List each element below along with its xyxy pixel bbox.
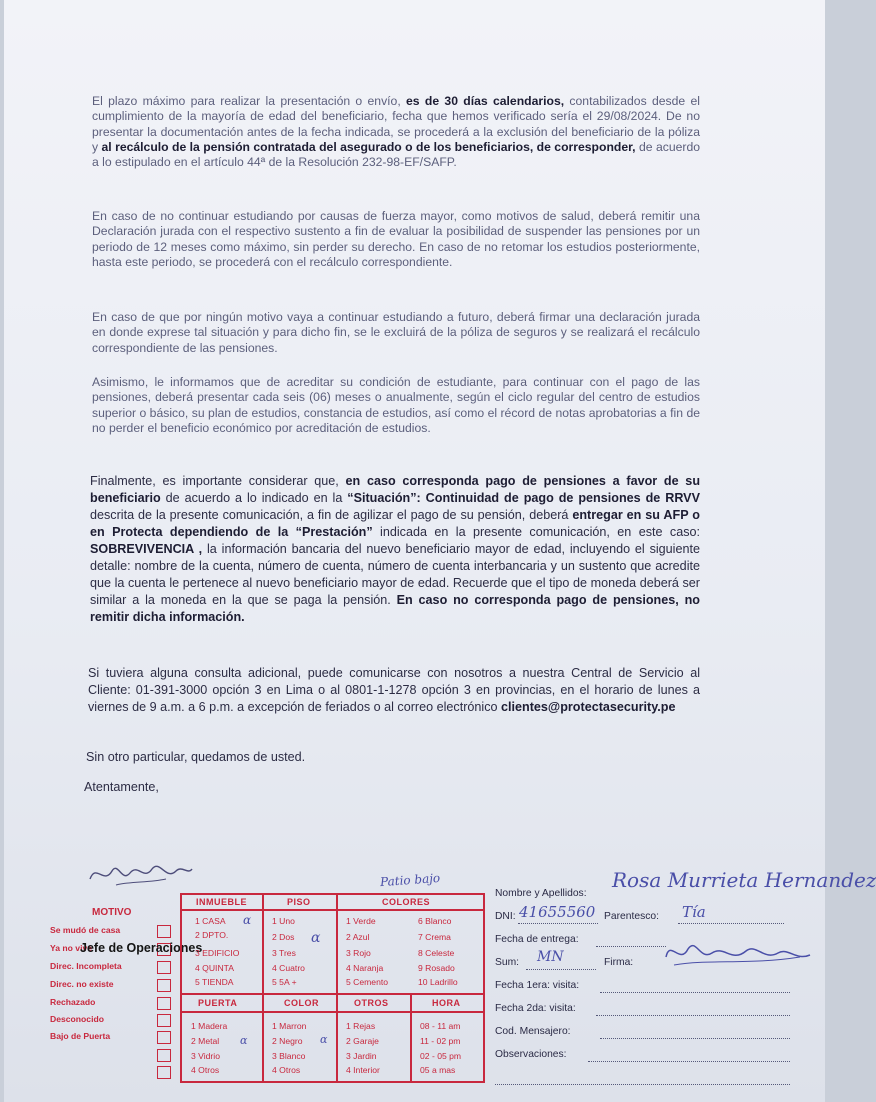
otros-option: 1 Rejas: [346, 1021, 376, 1031]
label-visita-1: Fecha 1era: visita:: [495, 980, 580, 991]
text-span: de acuerdo a lo estipulado en el artículo 44ª de la Resolución 232-98-EF/SAFP.: [92, 139, 701, 170]
hora-option: 05 a mas: [420, 1065, 456, 1075]
inmueble-option: 4 QUINTA: [195, 963, 234, 973]
header-piso: PISO: [287, 897, 311, 907]
motivo-item: Bajo de Puerta: [50, 1031, 111, 1041]
paragraph-student-condition: [92, 375, 700, 436]
label-dni: DNI:: [495, 911, 516, 922]
puerta-option: 4 Otros: [191, 1065, 220, 1075]
header-otros: OTROS: [354, 998, 389, 1008]
inmueble-option: 5 TIENDA: [195, 977, 234, 987]
stamp-divider: [180, 1011, 485, 1013]
puerta-option: 3 Vidrio: [191, 1051, 220, 1061]
text-span: En caso de no continuar estudiando por causas de fuerza mayor, como motivos de salud, deberá remitir una Declaración jurada con el respectivo sustento a fin de evaluar la posibilidad de suspender las pensiones por un periodo de 12 meses como máximo, sin perder su derecho. En caso de no retomar los estudios posteriormente, hasta este periodo, se procederá con el recálculo correspondiente.: [92, 209, 700, 269]
motivo-checkbox[interactable]: [157, 979, 171, 992]
stamp-divider: [410, 993, 412, 1083]
bold-span: al recálculo de la pensión contratada del asegurado o de los beneficiarios, de corresponder,: [101, 139, 636, 154]
color-option: 10 Ladrillo: [418, 977, 458, 987]
stamp-divider: [180, 909, 485, 911]
color-option: 1 Verde: [346, 916, 376, 926]
dotted-line: [600, 1037, 790, 1039]
sum-value: MN: [537, 949, 564, 965]
color-option: 3 Rojo: [346, 948, 371, 958]
color-option: 9 Rosado: [418, 963, 455, 973]
header-colores: COLORES: [382, 897, 431, 907]
piso-option: 2 Dos: [272, 932, 295, 942]
email-link[interactable]: clientes@protectasecurity.pe: [501, 700, 676, 714]
dotted-line: [526, 968, 596, 970]
jefe-operaciones-stamp: Jefe de Operaciones: [80, 941, 203, 955]
otros-option: 3 Jardin: [346, 1051, 377, 1061]
inmueble-option: 3 EDIFICIO: [195, 948, 240, 958]
inmueble-option: 1 CASA: [195, 916, 226, 926]
signature-scribble: [86, 855, 196, 895]
puerta-option: 1 Madera: [191, 1021, 228, 1031]
motivo-checkbox[interactable]: [157, 1066, 171, 1079]
bold-span: “Situación”: Continuidad de pago de pensiones de RRVV: [347, 491, 700, 505]
dotted-line: [596, 1014, 790, 1016]
puerta-color-option: 4 Otros: [272, 1065, 301, 1075]
bold-span: SOBREVIVENCIA ,: [90, 542, 203, 556]
hora-option: 08 - 11 am: [420, 1021, 461, 1031]
header-puerta: PUERTA: [198, 998, 238, 1008]
piso-option: 3 Tres: [272, 948, 296, 958]
check-mark-icon: α: [240, 1034, 248, 1047]
motivo-checkbox[interactable]: [157, 1014, 171, 1027]
paragraph-contact: [88, 665, 700, 716]
text-span: Atentamente,: [84, 780, 159, 794]
motivo-item: Desconocido: [50, 1014, 104, 1024]
dotted-line: [495, 1083, 790, 1085]
stamp-divider: [336, 893, 338, 1083]
otros-option: 4 Interior: [346, 1065, 380, 1075]
motivo-checkbox[interactable]: [157, 961, 171, 974]
piso-option: 5 5A +: [272, 977, 297, 987]
text-span: la información bancaria del nuevo beneficiario mayor de edad, incluyendo el siguiente detalle: nombre de la cuenta, número de cuenta, número de cuenta interbancaria y un sustento que acredite que la cuenta le pertenece al nuevo beneficiario mayor de edad. Recuerde que el tipo de moneda deberá ser similar a la moneda en la que se paga la pensión.: [90, 542, 700, 607]
nombre-value: Rosa Murrieta Hernandez: [612, 868, 876, 892]
signoff-line: [84, 779, 692, 796]
label-fecha-entrega: Fecha de entrega:: [495, 934, 579, 945]
color-option: 4 Naranja: [346, 963, 384, 973]
motivo-checkbox[interactable]: [157, 925, 171, 938]
motivo-item: Direc. Incompleta: [50, 961, 122, 971]
header-hora: HORA: [432, 998, 461, 1008]
check-mark-icon: α: [320, 1033, 328, 1046]
inmueble-option: 2 DPTO.: [195, 930, 229, 940]
color-option: 8 Celeste: [418, 948, 455, 958]
label-mensajero: Cod. Mensajero:: [495, 1026, 571, 1037]
color-option: 6 Blanco: [418, 916, 452, 926]
recipient-signature: [660, 935, 820, 975]
text-span: de acuerdo a lo indicado en la: [160, 491, 348, 505]
motivo-item: Rechazado: [50, 997, 96, 1007]
text-span: En caso de que por ningún motivo vaya a continuar estudiando a futuro, deberá firmar una declaración jurada en donde exprese tal situación y para dicho fin, se le excluirá de la póliza de seguros y se realizará el recálculo correspondiente de las pensiones.: [92, 310, 700, 355]
stamp-divider: [180, 993, 485, 995]
label-firma: Firma:: [604, 957, 634, 968]
label-sum: Sum:: [495, 957, 520, 968]
label-parentesco: Parentesco:: [604, 911, 659, 922]
piso-option: 4 Cuatro: [272, 963, 305, 973]
dotted-line: [518, 922, 598, 924]
motivo-checkbox[interactable]: [157, 997, 171, 1010]
text-span: Sin otro particular, quedamos de usted.: [86, 750, 306, 764]
label-nombre: Nombre y Apellidos:: [495, 888, 587, 899]
puerta-color-option: 2 Negro: [272, 1036, 303, 1046]
stamp-divider: [262, 893, 264, 1083]
check-mark-icon: α: [243, 913, 252, 927]
label-visita-2: Fecha 2da: visita:: [495, 1003, 576, 1014]
bold-span: En caso no corresponda pago de pensiones, no remitir dicha información.: [90, 593, 700, 624]
dni-value: 41655560: [519, 903, 596, 921]
handwritten-note: Patio bajo: [379, 870, 441, 890]
dotted-line: [588, 1060, 790, 1062]
dotted-line: [678, 922, 784, 924]
dotted-line: [600, 991, 790, 993]
bold-span: entregar en su AFP o en Protecta dependiendo de la “Prestación”: [90, 508, 701, 539]
hora-option: 02 - 05 pm: [420, 1051, 462, 1061]
check-mark-icon: α: [311, 930, 321, 946]
text-span: contabilizados desde el cumplimiento de la mayoría de edad del beneficiario, fecha que hemos verificado sería el 29/08/2024. De no presentar la documentación antes de la fecha indicada, se procederá a la exclusión del beneficiario de la póliza y: [92, 94, 700, 154]
paragraph-no-continue: [92, 310, 700, 356]
motivo-title: MOTIVO: [92, 907, 132, 918]
text-span: Asimismo, le informamos que de acreditar su condición de estudiante, para continuar con el pago de las pensiones, deberá presentar cada seis (06) meses o anualmente, según el ciclo regular del centro de estudios superior o básico, su plan de estudios, constancia de estudios, así como el récord de notas aprobatorias a fin de no perder el beneficio económico por acreditación de estudios.: [92, 375, 700, 435]
motivo-checkbox[interactable]: [157, 1049, 171, 1062]
paragraph-bank-info: [90, 473, 700, 626]
text-span: descrita de la presente comunicación, a fin de agilizar el pago de su pensión, deberá: [90, 508, 573, 522]
motivo-item: Direc. no existe: [50, 979, 114, 989]
piso-option: 1 Uno: [272, 916, 295, 926]
puerta-color-option: 1 Marron: [272, 1021, 307, 1031]
motivo-checkbox[interactable]: [157, 1031, 171, 1044]
color-option: 2 Azul: [346, 932, 370, 942]
motivo-item: Ya no vive: [50, 943, 93, 953]
parentesco-value: Tía: [682, 903, 706, 921]
header-inmueble: INMUEBLE: [196, 897, 247, 907]
color-option: 5 Cemento: [346, 977, 389, 987]
paragraph-force-majeure: [92, 209, 700, 270]
bold-span: en caso corresponda pago de pensiones a favor de su beneficiario: [90, 474, 701, 505]
otros-option: 2 Garaje: [346, 1036, 379, 1046]
motivo-item: Se mudó de casa: [50, 925, 121, 935]
paragraph-deadline: [92, 94, 700, 170]
text-span: El plazo máximo para realizar la presentación o envío,: [92, 94, 407, 108]
bold-span: es de 30 días calendarios,: [406, 94, 565, 108]
puerta-option: 2 Metal: [191, 1036, 220, 1046]
color-option: 7 Crema: [418, 932, 451, 942]
hora-option: 11 - 02 pm: [420, 1036, 461, 1046]
puerta-color-option: 3 Blanco: [272, 1051, 306, 1061]
text-span: Si tuviera alguna consulta adicional, puede comunicarse con nosotros a nuestra Central de Servicio al Cliente: 01-391-3000 opción 3 en Lima o al 0801-1-1278 opción 3 en provincias, en el horario de lunes a viernes de 9 a.m. a 6 p.m. a excepción de feriados o al correo electrónico: [88, 666, 700, 714]
label-observaciones: Observaciones:: [495, 1049, 567, 1060]
dotted-line: [596, 945, 666, 947]
closing-line: [86, 749, 694, 766]
text-span: Finalmente, es importante considerar que,: [90, 474, 346, 488]
header-color: COLOR: [284, 998, 319, 1008]
text-span: indicada en la presente comunicación, en este caso:: [372, 525, 701, 539]
